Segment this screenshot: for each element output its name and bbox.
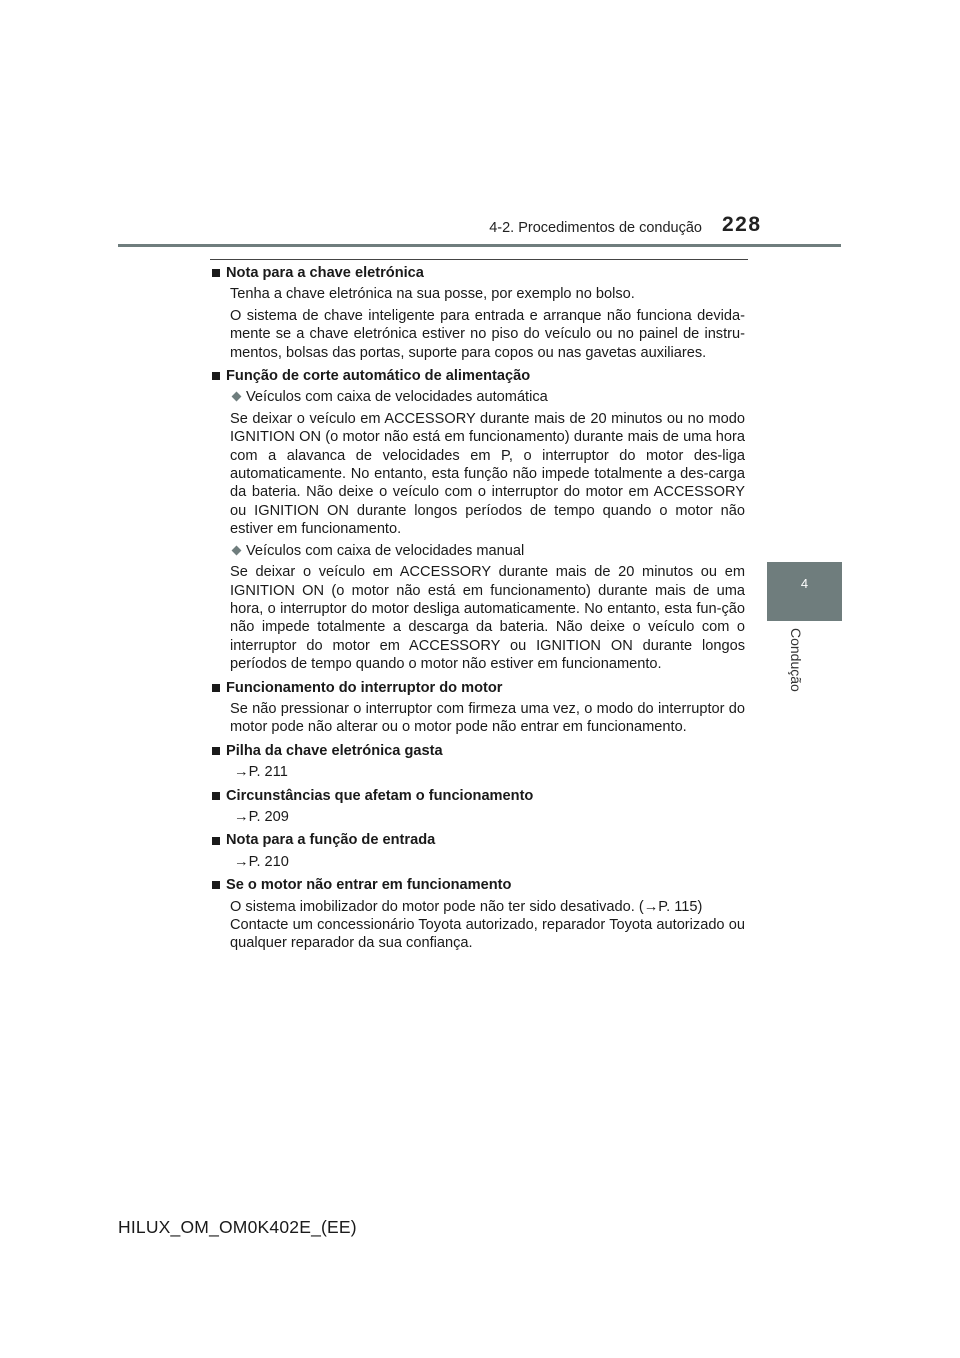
- section-auto-power-off: [212, 367, 745, 674]
- square-bullet-icon: [212, 372, 220, 380]
- square-bullet-icon: [212, 747, 220, 755]
- square-bullet-icon: [212, 837, 220, 845]
- square-bullet-icon: [212, 684, 220, 692]
- chapter-tab[interactable]: [767, 562, 842, 621]
- section-heading: Circunstâncias que afetam o funcionamento: [226, 787, 534, 804]
- section-title: 4-2. Procedimentos de condução: [489, 220, 702, 236]
- diamond-bullet-icon: [232, 392, 242, 402]
- section-heading: Se o motor não entrar em funcionamento: [226, 877, 512, 894]
- page-reference-link[interactable]: →P. 211: [234, 764, 288, 781]
- chapter-number: 4: [800, 576, 809, 591]
- paragraph: Se não pressionar o interruptor com firmeza uma vez, o modo do interruptor do motor pode não alterar ou o motor pode não entrar em funcionamento.: [230, 700, 745, 736]
- page-reference-link[interactable]: →P. 210: [234, 853, 289, 870]
- square-bullet-icon: [212, 881, 220, 889]
- subheading: Veículos com caixa de velocidades manual: [246, 542, 525, 559]
- paragraph: Tenha a chave eletrónica na sua posse, por exemplo no bolso.: [230, 286, 635, 303]
- paragraph: Se deixar o veículo em ACCESSORY durante mais de 20 minutos ou no modo IGNITION ON (o motor não está em funcionamento) durante mais de uma hora com a alavanca de velocidades em P, o interruptor do motor des-liga automaticamente. No entanto, esta função não impede totalmente a des-carga da bateria. Não deixe o veículo com o interruptor do motor em ACCESSORY ou IGNITION ON durante longos períodos de tempo quando o motor não estiver em funcionamento.: [230, 410, 745, 538]
- paragraph: O sistema de chave inteligente para entrada e arranque não funciona devida-mente se a chave eletrónica estiver no piso do veículo ou no painel de instru-mentos, bolsas das portas, suporte para copos ou nas gavetas auxiliares.: [230, 307, 745, 361]
- section-electronic-key-note: [212, 264, 745, 362]
- page-number: 228: [722, 213, 762, 236]
- section-key-battery-depleted: [212, 742, 745, 782]
- chapter-label: Condução: [788, 628, 804, 692]
- header-divider: [118, 244, 841, 247]
- section-engine-switch-operation: [212, 679, 745, 737]
- main-content: [212, 264, 745, 958]
- square-bullet-icon: [212, 792, 220, 800]
- section-engine-not-starting: [212, 876, 745, 953]
- section-heading: Pilha da chave eletrónica gasta: [226, 742, 443, 759]
- section-heading: Função de corte automático de alimentação: [226, 368, 531, 385]
- subheading: Veículos com caixa de velocidades automática: [246, 389, 548, 406]
- page-reference-link[interactable]: →P. 209: [234, 808, 289, 825]
- paragraph: Contacte um concessionário Toyota autorizado, reparador Toyota autorizado ou qualquer reparador da sua confiança.: [230, 917, 745, 952]
- paragraph: O sistema imobilizador do motor pode não ter sido desativado. (→P. 115): [230, 898, 703, 915]
- section-heading: Nota para a função de entrada: [226, 832, 436, 849]
- section-heading: Nota para a chave eletrónica: [226, 265, 424, 281]
- document-code: HILUX_OM_OM0K402E_(EE): [118, 1217, 357, 1237]
- section-heading: Funcionamento do interruptor do motor: [226, 679, 503, 696]
- square-bullet-icon: [212, 269, 220, 277]
- content-divider: [210, 259, 748, 260]
- paragraph: Se deixar o veículo em ACCESSORY durante mais de 20 minutos ou em IGNITION ON (o motor não está em funcionamento) durante mais de uma hora, o interruptor do motor desliga automaticamente. No entanto, esta fun-ção não impede totalmente a descarga da bateria. Não deixe o veículo com o interruptor do motor em ACCESSORY ou IGNITION ON durante longos períodos de tempo quando o motor não estiver em funcionamento.: [230, 564, 745, 673]
- section-entry-function-note: [212, 831, 745, 871]
- diamond-bullet-icon: [232, 545, 242, 555]
- section-operating-conditions: [212, 787, 745, 827]
